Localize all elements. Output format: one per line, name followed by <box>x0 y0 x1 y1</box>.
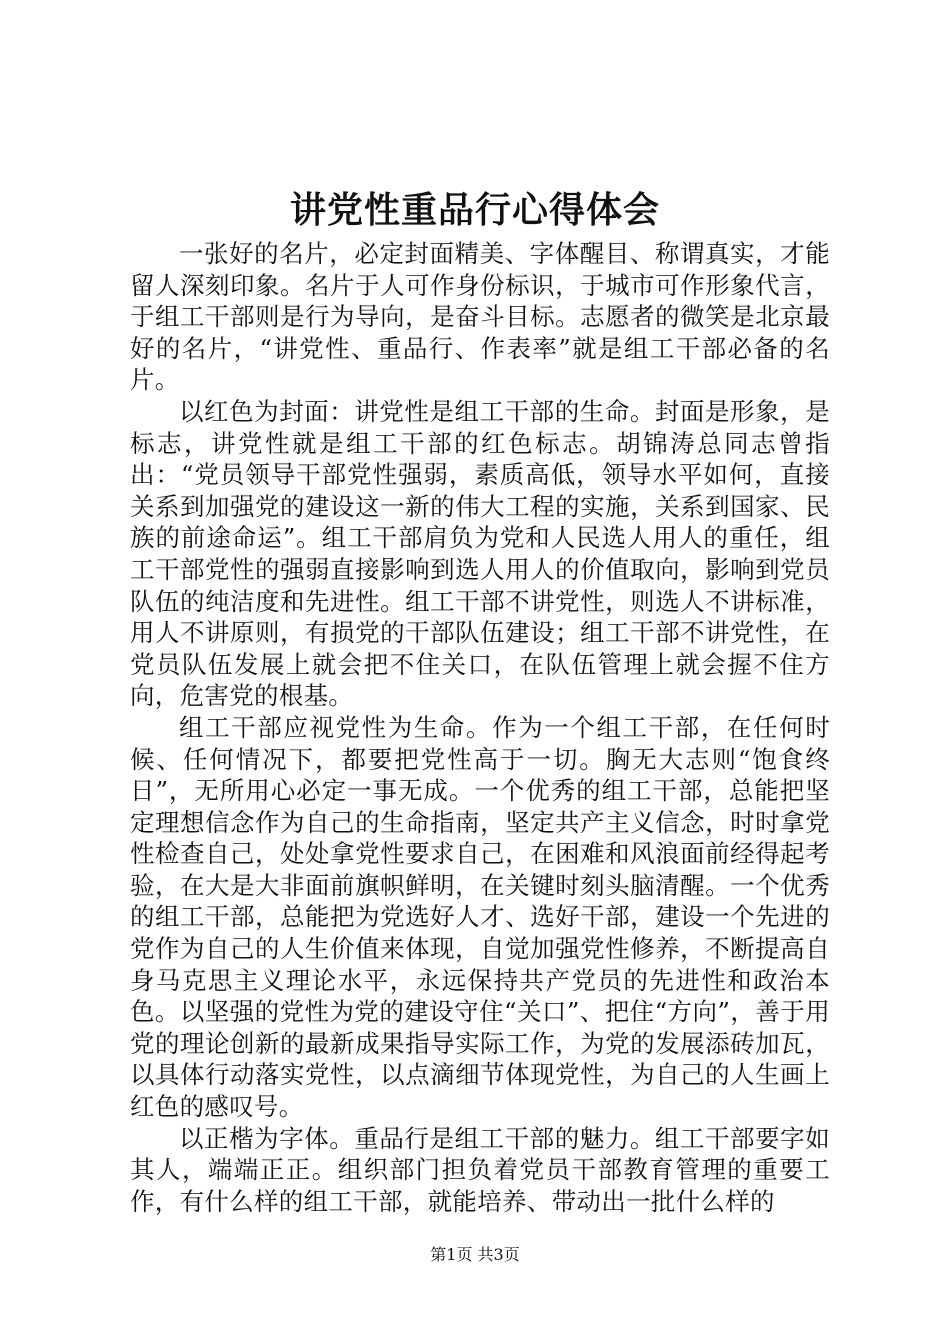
page-footer: 第1页 共3页 <box>430 1245 520 1264</box>
paragraph-4: 以正楷为字体。重品行是组工干部的魅力。组工干部要字如其人，端端正正。组织部门担负着党员干部教育管理的重要工作，有什么样的组工干部，就能培养、带动出一批什么样的 <box>130 1123 830 1216</box>
paragraph-3: 组工干部应视党性为生命。作为一个组工干部，在任何时候、任何情况下，都要把党性高于一切。胸无大志则“饱食终日”，无所用心必定一事无成。一个优秀的组工干部，总能把坚定理想信念作为自己的生命指南，坚定共产主义信念，时时拿党性检查自己，处处拿党性要求自己，在困难和风浪面前经得起考验，在大是大非面前旗帜鲜明，在关键时刻头脑清醒。一个优秀的组工干部，总能把为党选好人才、选好干部，建设一个先进的党作为自己的人生价值来体现，自觉加强党性修养，不断提高自身马克思主义理论水平，永远保持共产党员的先进性和政治本色。以坚强的党性为党的建设守住“关口”、把住“方向”，善于用党的理论创新的最新成果指导实际工作，为党的发展添砖加瓦，以具体行动落实党性，以点滴细节体现党性，为自己的人生画上红色的感叹号。 <box>130 712 831 1122</box>
document-title: 讲党性重品行心得体会 <box>289 189 660 231</box>
paragraph-1: 一张好的名片，必定封面精美、字体醒目、称谓真实，才能留人深刻印象。名片于人可作身份标识，于城市可作形象代言，于组工干部则是行为导向，是奋斗目标。志愿者的微笑是北京最好的名片，“讲党性、重品行、作表率”就是组工干部必备的名片。 <box>130 239 830 395</box>
document-body <box>130 238 830 1217</box>
paragraph-2: 以红色为封面：讲党性是组工干部的生命。封面是形象，是标志，讲党性就是组工干部的红色标志。胡锦涛总同志曾指出：“党员领导干部党性强弱，素质高低，领导水平如何，直接关系到加强党的建设这一新的伟大工程的实施，关系到国家、民族的前途命运”。组工干部肩负为党和人民选人用人的重任，组工干部党性的强弱直接影响到选人用人的价值取向，影响到党员队伍的纯洁度和先进性。组工干部不讲党性，则选人不讲标准，用人不讲原则，有损党的干部队伍建设；组工干部不讲党性，在党员队伍发展上就会把不住关口，在队伍管理上就会握不住方向，危害党的根基。 <box>130 396 830 711</box>
